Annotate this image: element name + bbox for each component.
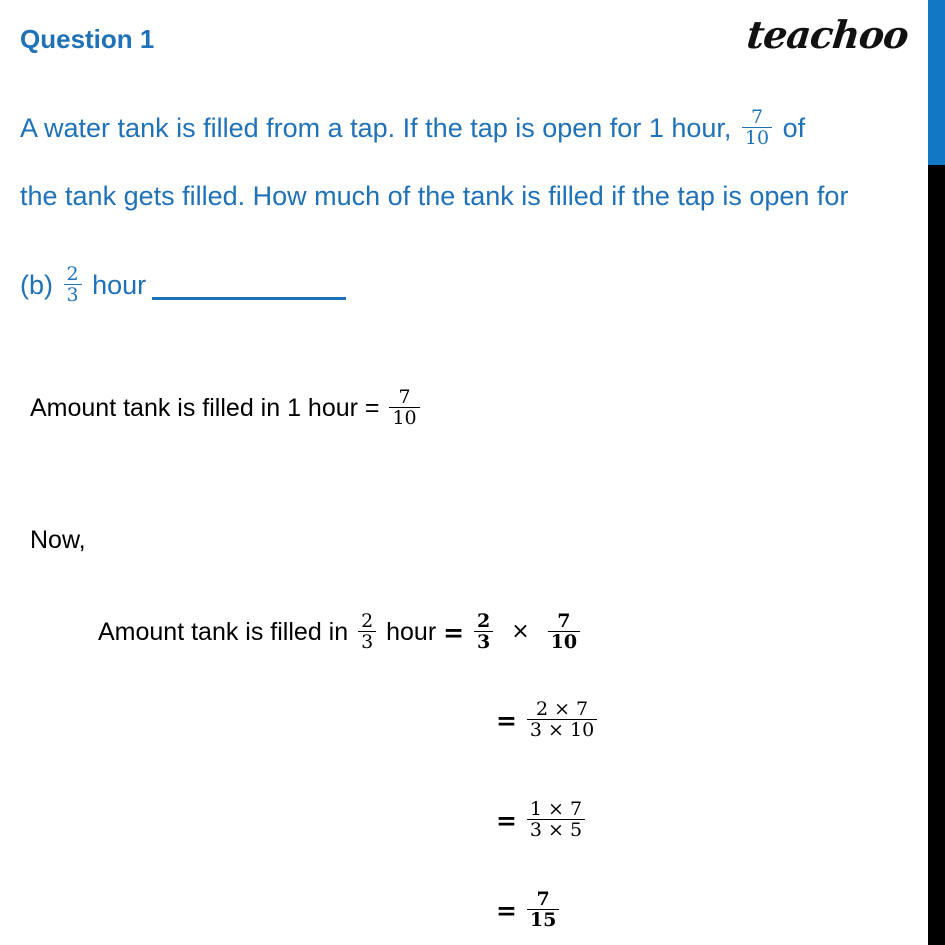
solution-now-label: Now, (30, 526, 86, 554)
fraction-numerator: 7 (548, 612, 580, 632)
solution-step-3-final-answer (496, 890, 562, 930)
solution-given-label: Amount tank is filled in 1 hour = (30, 393, 380, 422)
equals-sign: = (496, 705, 517, 735)
fraction-numerator: 1 × 7 (527, 800, 585, 820)
part-label: (b) (20, 269, 53, 300)
fraction-numerator: 7 (527, 890, 559, 910)
fraction-denominator: 15 (529, 909, 557, 931)
answer-blank-line (152, 297, 346, 300)
solution-step-2 (496, 800, 588, 840)
part-unit: hour (92, 269, 147, 300)
equals-sign: = (496, 805, 517, 835)
right-edge-accent-bar-black (928, 165, 945, 945)
solution-given-line (30, 388, 423, 428)
part-fraction-two-thirds (64, 265, 82, 305)
equals-sign: = (443, 617, 465, 647)
fraction-denominator: 3 (361, 631, 374, 653)
page-header (0, 0, 928, 80)
question-line1-suffix: of (782, 112, 806, 143)
solution-factor-seven-tenths (548, 612, 580, 652)
fraction-denominator: 3 (66, 284, 79, 306)
right-edge-accent-bar-blue (928, 0, 945, 165)
equals-sign: = (496, 895, 517, 925)
fraction-denominator: 10 (392, 407, 417, 429)
fraction-numerator: 7 (389, 388, 419, 408)
question-part-b-line (20, 265, 146, 305)
fraction-numerator: 2 (64, 265, 82, 285)
fraction-denominator: 3 (477, 631, 491, 653)
solution-main-prefix: Amount tank is filled in (98, 617, 349, 646)
fraction-numerator: 2 (474, 612, 493, 632)
solution-main-equation (98, 612, 583, 652)
step-2-fraction (527, 800, 585, 840)
final-answer-fraction (527, 890, 559, 930)
solution-factor-two-thirds (474, 612, 493, 652)
solution-time-fraction-two-thirds (358, 612, 376, 652)
solution-step-1 (496, 700, 600, 740)
fraction-denominator: 10 (744, 127, 770, 149)
solution-given-fraction-seven-tenths (389, 388, 419, 428)
fraction-numerator: 2 (358, 612, 376, 632)
fraction-denominator: 3 × 5 (529, 819, 583, 841)
question-line1-prefix: A water tank is filled from a tap. If the tap is open for 1 hour, (20, 112, 732, 143)
fraction-numerator: 2 × 7 (527, 700, 597, 720)
question-fraction-seven-tenths (742, 108, 772, 148)
page-title: Question 1 (20, 24, 155, 54)
teachoo-brand-logo: teachoo (744, 12, 911, 57)
question-text-line-1 (20, 108, 805, 148)
solution-main-unit: hour (386, 617, 437, 646)
question-text-line-2: the tank gets filled. How much of the tank is filled if the tap is open for (20, 181, 849, 211)
multiplication-icon: × (511, 619, 530, 644)
fraction-denominator: 3 × 10 (529, 719, 595, 741)
fraction-numerator: 7 (742, 108, 772, 128)
step-1-fraction (527, 700, 597, 740)
fraction-denominator: 10 (550, 631, 578, 653)
